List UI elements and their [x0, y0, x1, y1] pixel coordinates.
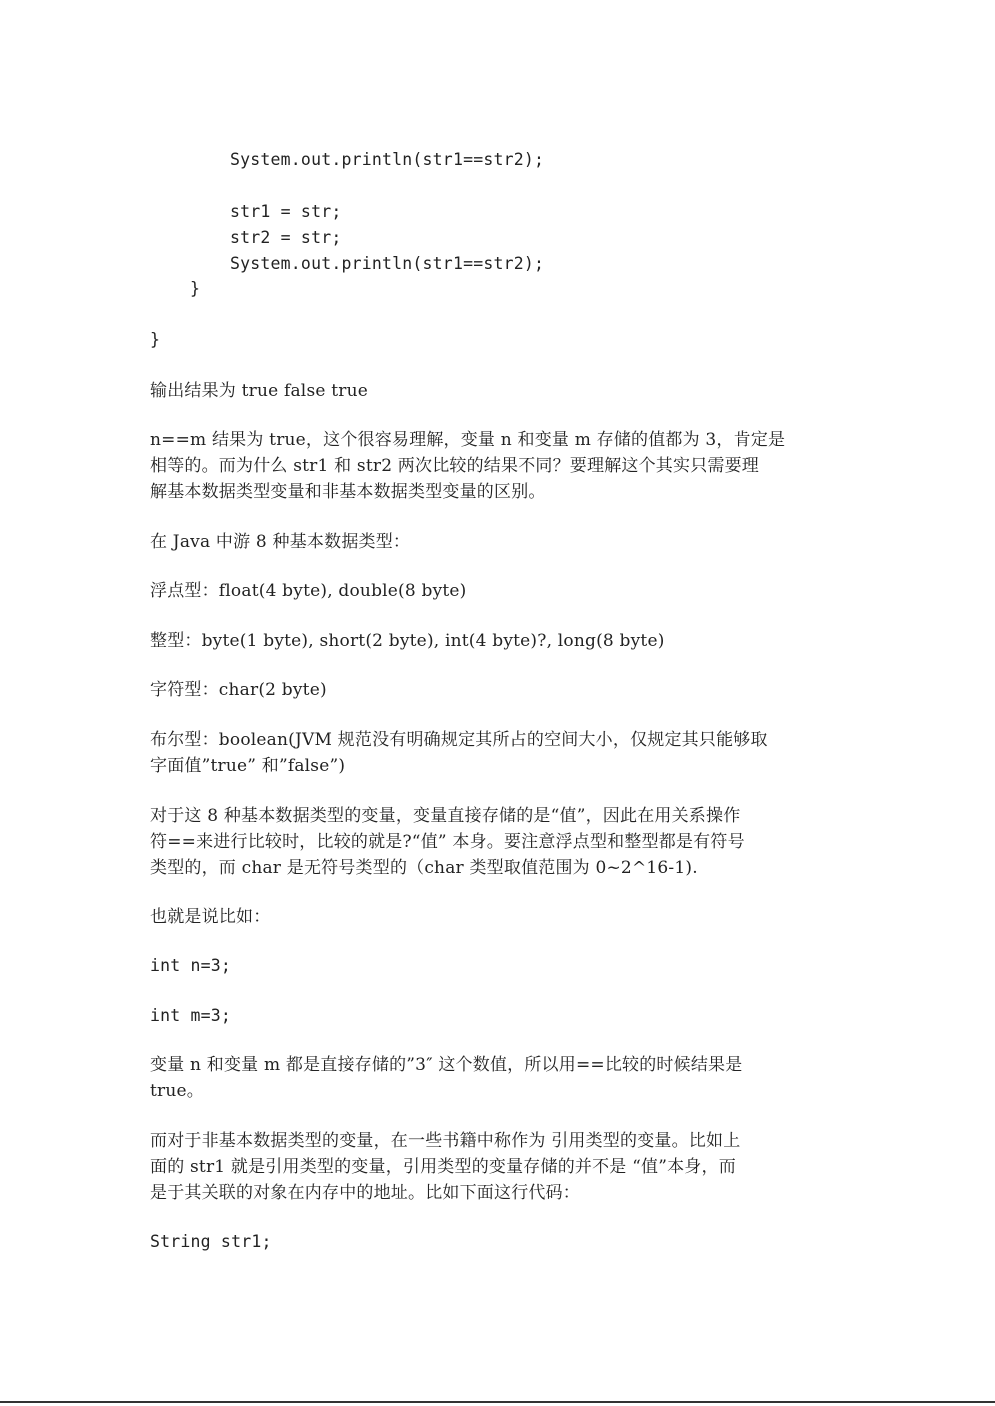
output-result-text: 输出结果为 true false true [150, 381, 368, 401]
paragraph-line: 在 Java 中游 8 种基本数据类型： [150, 532, 411, 552]
paragraph-line: 相等的。而为什么 str1 和 str2 两次比较的结果不同？要理解这个其实只需要理 [150, 456, 760, 476]
paragraph-line: 解基本数据类型变量和非基本数据类型变量的区别。 [150, 482, 546, 502]
type-list-item: 字符型：char(2 byte) [150, 680, 327, 700]
paragraph-line: 是于其关联的对象在内存中的地址。比如下面这行代码： [150, 1183, 580, 1203]
code-line: str2 = str; [230, 228, 342, 247]
paragraph-line: 符==来进行比较时，比较的就是?“值” 本身。要注意浮点型和整型都是有符号 [150, 832, 745, 852]
paragraph-line: 也就是说比如： [150, 907, 271, 927]
code-line: System.out.println(str1==str2); [230, 254, 545, 273]
code-closing-brace: } [190, 279, 201, 298]
paragraph-line: 而对于非基本数据类型的变量，在一些书籍中称作为 引用类型的变量。比如上 [150, 1131, 741, 1151]
paragraph-line: true。 [150, 1081, 204, 1101]
type-list-item: 字面值”true” 和”false”) [150, 756, 346, 776]
type-list-item: 整型：byte(1 byte), short(2 byte), int(4 byte)?, long(8 byte) [150, 631, 665, 651]
type-list-item: 布尔型：boolean(JVM 规范没有明确规定其所占的空间大小，仅规定其只能够取 [150, 730, 768, 750]
paragraph-line: 对于这 8 种基本数据类型的变量，变量直接存储的是“值”，因此在用关系操作 [150, 806, 741, 826]
code-line: System.out.println(str1==str2); [230, 150, 545, 169]
code-line: int m=3; [150, 1006, 232, 1025]
code-closing-brace: } [150, 330, 161, 349]
code-line: String str1; [150, 1232, 272, 1251]
paragraph-line: 变量 n 和变量 m 都是直接存储的”3″ 这个数值，所以用==比较的时候结果是 [150, 1055, 743, 1075]
paragraph-line: n==m 结果为 true，这个很容易理解，变量 n 和变量 m 存储的值都为 3，肯定是 [150, 430, 786, 450]
paragraph-line: 类型的，而 char 是无符号类型的（char 类型取值范围为 0~2^16-1). [150, 858, 698, 878]
code-line: str1 = str; [230, 202, 342, 221]
page-bottom-divider [0, 1401, 995, 1403]
type-list-item: 浮点型：float(4 byte), double(8 byte) [150, 581, 467, 601]
paragraph-line: 面的 str1 就是引用类型的变量，引用类型的变量存储的并不是 “值”本身，而 [150, 1157, 736, 1177]
code-line: int n=3; [150, 956, 232, 975]
